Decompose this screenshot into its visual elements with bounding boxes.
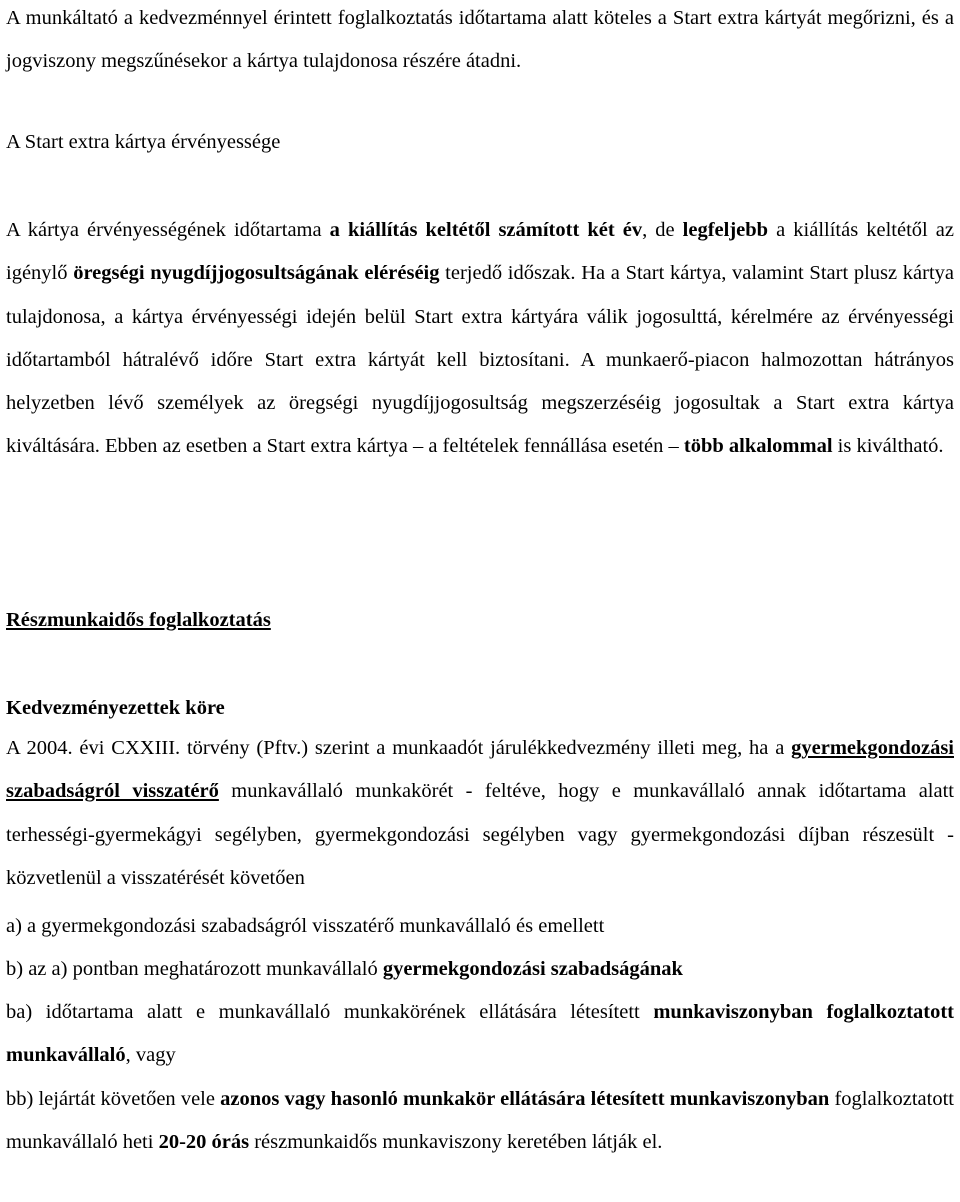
- text-span: , vagy: [125, 1044, 176, 1067]
- text-span: terjedő időszak. Ha a Start kártya, valamint Start plusz kártya tulajdonosa, a kártya érvényességi idején belül Start extra kártyára válik jogosulttá, kérelmére az érvényességi időtartamból hátralévő időre Start extra kártyát kell biztosítani. A munkaerő-piacon halmozottan hátrányos helyzetben lévő személyek az öregségi nyugdíjjogosultság megszerzéséig jogosultak a Start extra kártya kiváltására. Ebben az esetben a Start extra kártya – a feltételek fennállása esetén –: [6, 262, 954, 458]
- text-span: munkavállaló munkakörét - feltéve, hogy e munkavállaló annak időtartama alatt terhességi-gyermekágyi segélyben, gyermekgondozási segélyben vagy gyermekgondozási díjban részesült - közvetlenül a visszatérését követően: [6, 780, 954, 889]
- bold-text: 20-20 órás: [158, 1131, 250, 1154]
- bold-text: öregségi nyugdíjjogosultságának eléréséig: [73, 262, 440, 285]
- bold-text: több alkalommal: [683, 435, 833, 458]
- text-span: foglalkoztatott munkavállaló heti: [6, 1088, 954, 1154]
- paragraph-pftv: [6, 727, 954, 900]
- text-span: , de: [642, 219, 683, 241]
- text-span: a) a gyermekgondozási szabadságról visszatérő munkavállaló és emellett: [6, 915, 605, 937]
- text-span: bb) lejártát követően vele: [6, 1088, 221, 1110]
- text-span: ba) időtartama alatt e munkavállaló munkakörének ellátására létesített: [6, 1001, 654, 1023]
- subsection-title-beneficiaries: Kedvezményezettek köre: [6, 697, 225, 719]
- text-span: A kártya érvényességének időtartama: [6, 219, 330, 241]
- bold-text: munkaviszonyban foglalkoztatott munkavállaló: [6, 1001, 955, 1067]
- text-span: A 2004. évi CXXIII. törvény (Pftv.) szerint a munkaadót járulékkedvezmény illeti meg, ha a: [6, 737, 792, 759]
- text-span: részmunkaidős munkaviszony keretében látják el.: [249, 1131, 663, 1154]
- list-item-bb: [6, 1078, 954, 1165]
- heading-card-validity: A Start extra kártya érvényessége: [6, 131, 281, 153]
- text-span: b) az a) pontban meghatározott munkavállaló: [6, 958, 383, 980]
- bold-text: gyermekgondozási szabadságának: [382, 958, 683, 980]
- list-item-a: [6, 905, 954, 948]
- text-span: A munkáltató a kedvezménnyel érintett foglalkoztatás időtartama alatt köteles a Start extra kártyát megőrizni, és a jogviszony megszűnésekor a kártya tulajdonosa részére átadni.: [6, 7, 954, 73]
- bold-text: a kiállítás keltétől számított két év: [329, 219, 643, 241]
- bold-underlined-text: gyermekgondozási szabadságról visszatérő: [6, 737, 954, 803]
- list-item-b: [6, 948, 954, 991]
- bold-text: azonos vagy hasonló munkakör ellátására létesített munkaviszonyban: [220, 1088, 830, 1110]
- bold-text: legfeljebb: [682, 219, 769, 241]
- list-item-ba: [6, 991, 954, 1078]
- text-span: is kiváltható.: [832, 435, 944, 458]
- text-span: a kiállítás keltétől az igénylő: [6, 219, 954, 285]
- section-title-part-time: Részmunkaidős foglalkoztatás: [6, 609, 271, 631]
- paragraph-card-retention: [6, 0, 954, 84]
- paragraph-card-validity: [6, 209, 954, 469]
